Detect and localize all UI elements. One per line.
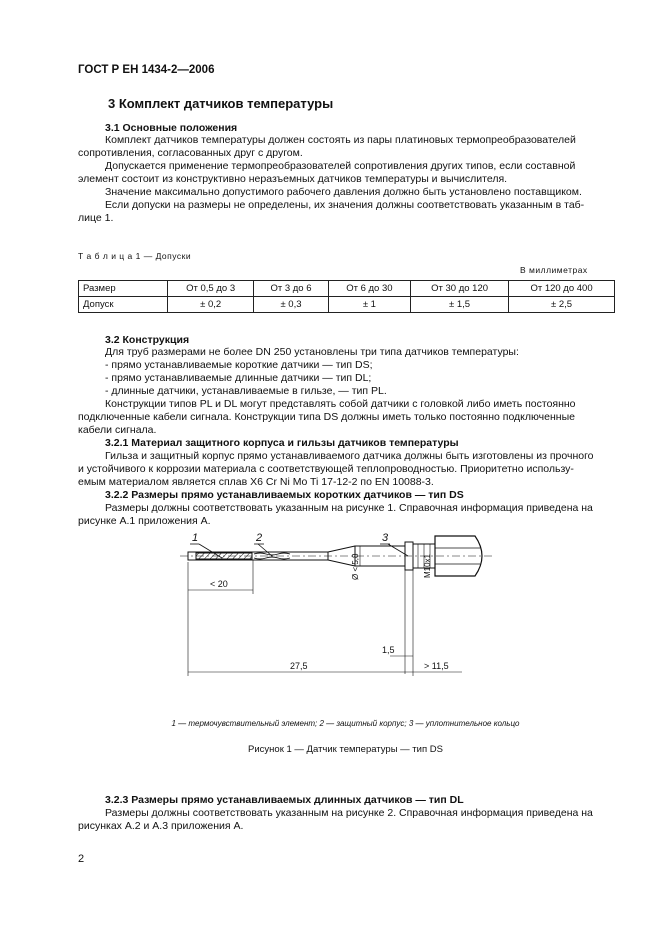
section-3-1-title: 3.1 Основные положения	[105, 122, 238, 134]
figure-1-caption: Рисунок 1 — Датчик температуры — тип DS	[248, 744, 443, 755]
s31-p4-line2: лице 1.	[78, 212, 114, 224]
table-row-size	[79, 281, 615, 297]
section-3-2-2-title: 3.2.2 Размеры прямо устанавливаемых коротких датчиков — тип DS	[105, 489, 464, 501]
document-header: ГОСТ Р ЕН 1434-2—2006	[78, 64, 215, 76]
table-units: В миллиметрах	[520, 265, 588, 275]
table-cell: От 6 до 30	[328, 281, 410, 297]
table-cell: ± 2,5	[509, 297, 615, 313]
s31-p2-line1: Допускается применение термопреобразователей сопротивления других типов, если составной	[105, 160, 576, 172]
page-number: 2	[78, 853, 85, 865]
figure-1-legend: 1 — термочувствительный элемент; 2 — защитный корпус; 3 — уплотнительное кольцо	[171, 719, 520, 728]
s321-line1: Гильза и защитный корпус прямо устанавливаемого датчика должны быть изготовлены из прочного	[105, 450, 594, 462]
table-cell: ± 0,2	[168, 297, 254, 313]
dim-lt20: < 20	[210, 579, 228, 589]
table-cell: Допуск	[79, 297, 168, 313]
s32-line1: Для труб размерами не более DN 250 установлены три типа датчиков температуры:	[105, 346, 519, 358]
callout-1: 1	[192, 532, 199, 544]
s31-p2-line2: элемент состоит из конструктивно неразъемных датчиков температуры и вычислителя.	[78, 173, 508, 185]
s32-line4: - длинные датчики, устанавливаемые в гильзе, — тип PL.	[105, 385, 387, 397]
s322-line1: Размеры должны соответствовать указанным на рисунке 1. Справочная информация приведена на	[105, 502, 593, 514]
table-row-tolerance	[79, 297, 615, 313]
s31-p1-line2: сопротивления, согласованных друг с другом.	[78, 147, 303, 159]
table-cell: Размер	[79, 281, 168, 297]
table-cell: От 30 до 120	[411, 281, 509, 297]
s322-line2: рисунке А.1 приложения А.	[78, 515, 211, 527]
table-cell: ± 1,5	[411, 297, 509, 313]
table-cell: ± 1	[328, 297, 410, 313]
dim-thread: M10x1	[423, 553, 432, 578]
table-caption: Т а б л и ц а 1 — Допуски	[78, 251, 192, 261]
callout-3: 3	[382, 532, 389, 544]
s321-line2: и устойчивого к коррозии материала с соответствующей теплопроводностью. Приоритетно использу-	[78, 463, 574, 475]
s32-line2: - прямо устанавливаемые короткие датчики — тип DS;	[105, 359, 373, 371]
s32-line3: - прямо устанавливаемые длинные датчики — тип DL;	[105, 372, 372, 384]
s321-line3: емым материалом является сплав X6 Cr Ni Mo Ti 17-12-2 по EN 10088-3.	[78, 476, 434, 488]
s32-p1-line3: кабели сигнала.	[78, 424, 157, 436]
callout-2: 2	[256, 532, 263, 544]
table-cell: От 120 до 400	[509, 281, 615, 297]
s323-line2: рисунках А.2 и А.3 приложения А.	[78, 820, 244, 832]
dim-gt11-5: > 11,5	[424, 661, 449, 671]
s32-p1-line2: подключенные кабели сигнала. Конструкции типа DS должны иметь только постоянно подключенные	[78, 411, 575, 423]
dim-1-5: 1,5	[382, 645, 395, 655]
table-cell: От 0,5 до 3	[168, 281, 254, 297]
table-cell: От 3 до 6	[254, 281, 328, 297]
s32-p1-line1: Конструкции типов PL и DL могут представлять собой датчики с головкой либо иметь постоянно	[105, 398, 576, 410]
section-3-2-3-title: 3.2.3 Размеры прямо устанавливаемых длинных датчиков — тип DL	[105, 794, 464, 806]
section-3-2-title: 3.2 Конструкция	[105, 334, 190, 346]
s31-p1-line1: Комплект датчиков температуры должен состоять из пары платиновых термопреобразователей	[105, 134, 576, 146]
s31-p3: Значение максимально допустимого рабочего давления должно быть установлено поставщиком.	[105, 186, 582, 198]
tolerance-table	[78, 280, 615, 313]
s31-p4-line1: Если допуски на размеры не определены, их значения должны соответствовать указанным в таб-	[105, 199, 585, 211]
section-3-title: 3 Комплект датчиков температуры	[108, 96, 334, 111]
table-cell: ± 0,3	[254, 297, 328, 313]
figure-1-drawing	[150, 528, 510, 698]
s323-line1: Размеры должны соответствовать указанным на рисунке 2. Справочная информация приведена на	[105, 807, 593, 819]
dim-27-5: 27,5	[290, 661, 308, 671]
section-3-2-1-title: 3.2.1 Материал защитного корпуса и гильзы датчиков температуры	[105, 437, 459, 449]
dim-diameter: Ø < 5,8	[351, 553, 360, 580]
